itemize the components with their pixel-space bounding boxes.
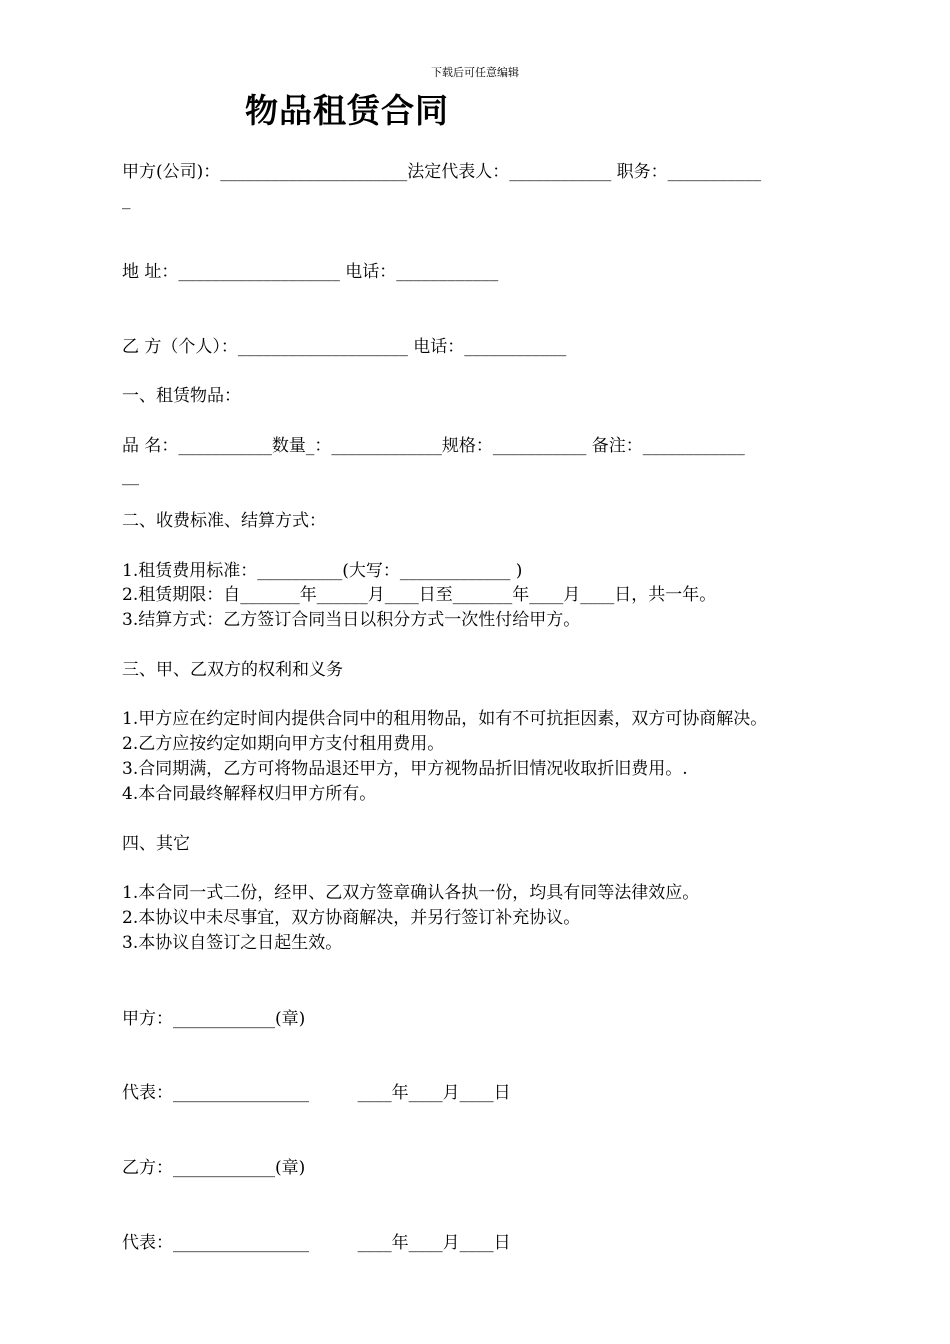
party-b-representative: 代表：________________ ____年____月____日	[122, 1233, 511, 1253]
page-header-note: 下载后可任意编辑	[431, 66, 519, 79]
rights-line-3: 3.合同期满，乙方可将物品退还甲方，甲方视物品折旧情况收取折旧费用。.	[122, 759, 688, 779]
party-a-line-wrap: _	[122, 190, 131, 210]
party-b-signature: 乙方：____________(章)	[122, 1158, 306, 1178]
address-line: 地 址：___________________ 电话：____________	[122, 262, 499, 282]
rights-line-2: 2.乙方应按约定如期向甲方支付租用费用。	[122, 734, 445, 754]
document-title: 物品租赁合同	[245, 91, 449, 130]
party-b-line: 乙 方（个人）：____________________ 电话：____________	[122, 337, 567, 357]
items-line: 品 名：___________数量_：_____________规格：___________ 备注：____________	[122, 436, 745, 456]
items-line-wrap: __	[122, 466, 139, 486]
section-1-heading: 一、租赁物品：	[122, 386, 241, 406]
party-a-signature: 甲方：____________(章)	[122, 1009, 306, 1029]
other-line-3: 3.本协议自签订之日起生效。	[122, 933, 343, 953]
rights-line-1: 1.甲方应在约定时间内提供合同中的租用物品，如有不可抗拒因素，双方可协商解决。	[122, 709, 768, 729]
rights-line-4: 4.本合同最终解释权归甲方所有。	[122, 784, 377, 804]
settlement-line: 3.结算方式：乙方签订合同当日以积分方式一次性付给甲方。	[122, 610, 581, 630]
other-line-1: 1.本合同一式二份，经甲、乙双方签章确认各执一份，均具有同等法律效应。	[122, 883, 700, 903]
section-3-heading: 三、甲、乙双方的权利和义务	[122, 660, 343, 680]
party-a-representative: 代表：________________ ____年____月____日	[122, 1083, 511, 1103]
other-line-2: 2.本协议中未尽事宜，双方协商解决，并另行签订补充协议。	[122, 908, 581, 928]
section-4-heading: 四、其它	[122, 834, 190, 854]
party-a-line: 甲方(公司)：______________________法定代表人：____________ 职务：___________	[122, 162, 762, 182]
fee-standard-line: 1.租赁费用标准：__________(大写：_____________ )	[122, 561, 523, 581]
lease-period-line: 2.租赁期限：自_______年______月____日至_______年____月____日，共一年。	[122, 585, 717, 605]
section-2-heading: 二、收费标准、结算方式：	[122, 511, 326, 531]
